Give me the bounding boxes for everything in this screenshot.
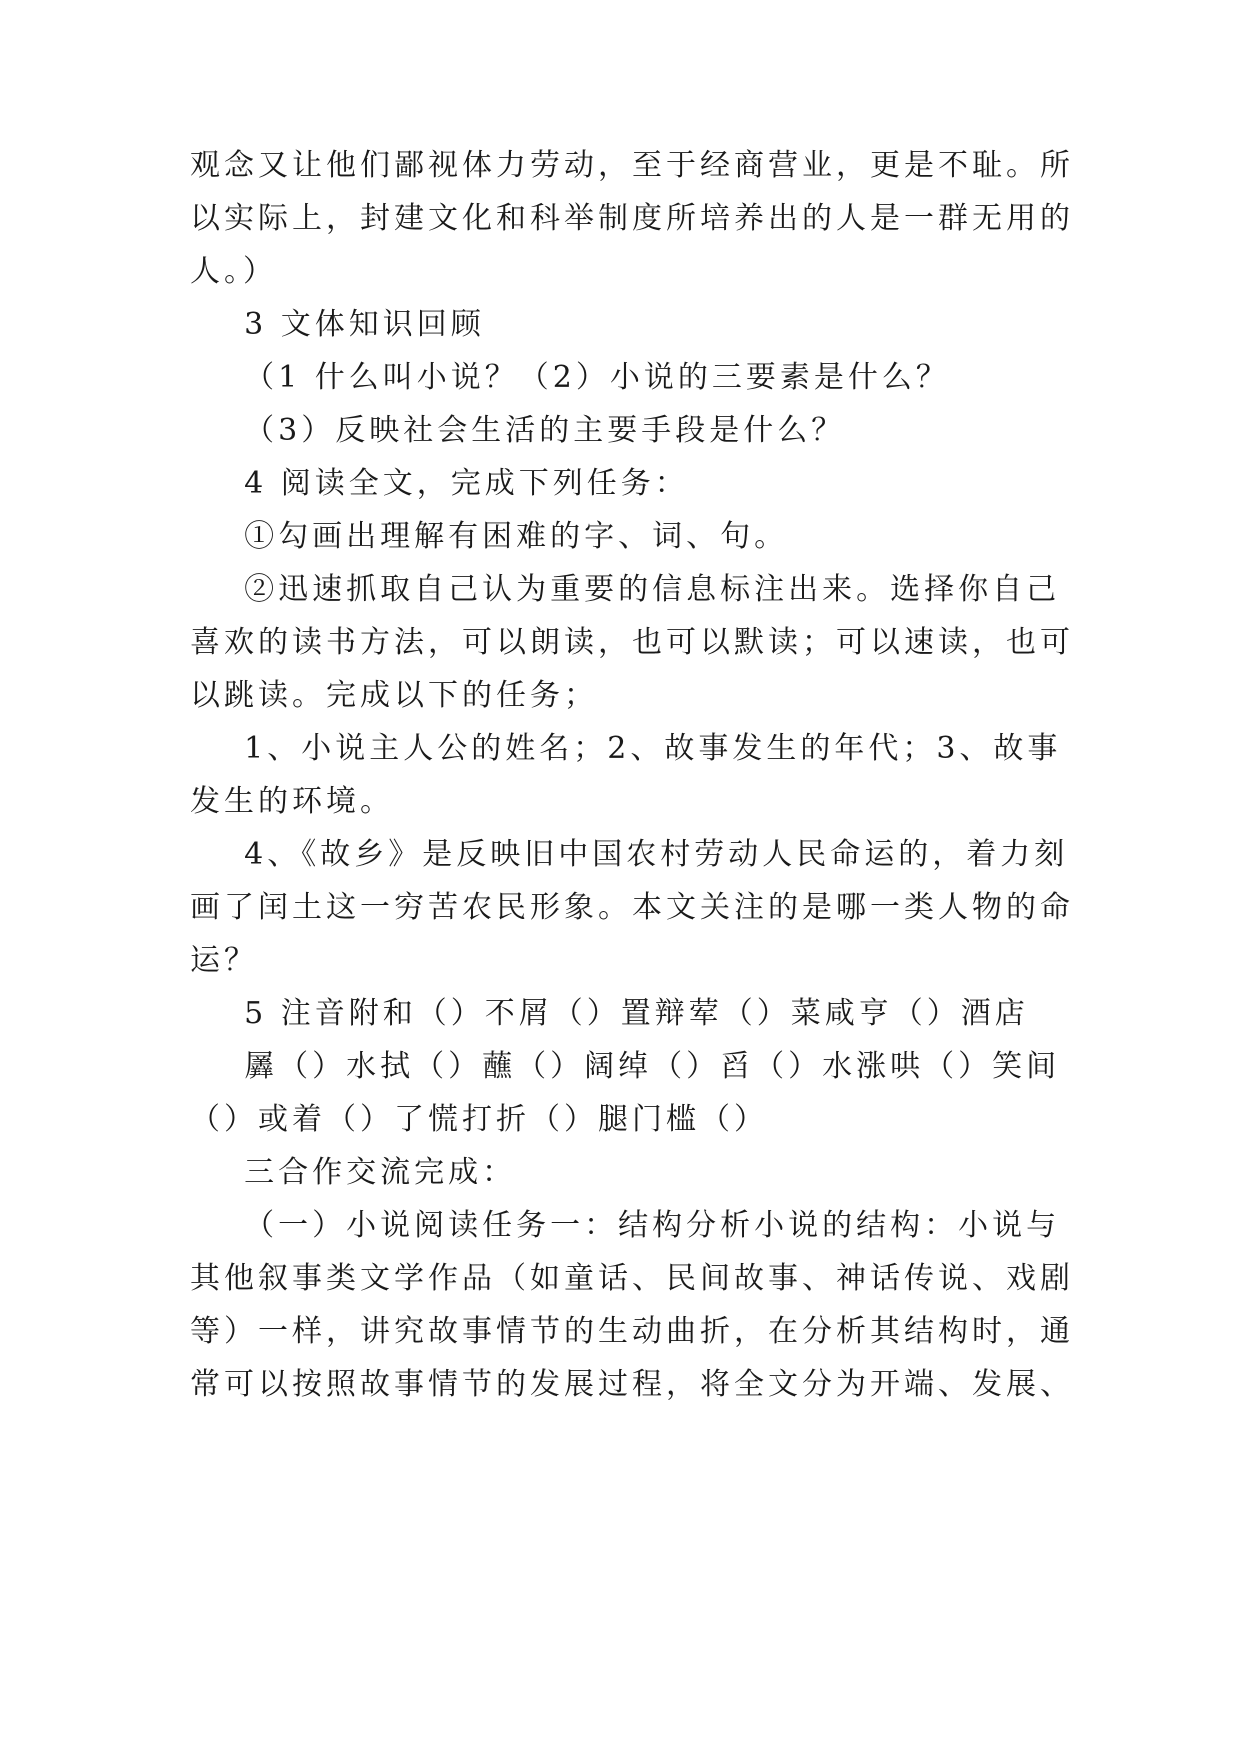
text-line: 喜欢的读书方法，可以朗读，也可以默读；可以速读，也可 [190,625,1074,660]
text-line: 常可以按照故事情节的发展过程，将全文分为开端、发展、 [190,1367,1074,1402]
text-line: 运？ [190,943,258,978]
text-line: （一）小说阅读任务一：结构分析小说的结构：小说与 [190,1208,1061,1243]
text-line: 4 阅读全文，完成下列任务： [190,466,689,501]
text-line: 以跳读。完成以下的任务； [190,678,598,713]
text-line: 画了闰土这一穷苦农民形象。本文关注的是哪一类人物的命 [190,890,1074,925]
text-line: 人。） [190,254,277,289]
text-line: （）或着（）了慌打折（）腿门槛（） [190,1102,768,1137]
text-line: 4、《故乡》是反映旧中国农村劳动人民命运的，着力刻 [190,837,1069,872]
text-line: 羼（）水拭（）蘸（）阔绰（）舀（）水涨哄（）笑间 [190,1049,1061,1084]
text-line: 以实际上，封建文化和科举制度所培养出的人是一群无用的 [190,201,1074,236]
text-line: 发生的环境。 [190,784,394,819]
text-line: ①勾画出理解有困难的字、词、句。 [190,519,789,554]
text-line: 其他叙事类文学作品（如童话、民间故事、神话传说、戏剧 [190,1261,1074,1296]
text-line: 三合作交流完成： [190,1155,517,1190]
text-line: 观念又让他们鄙视体力劳动，至于经商营业，更是不耻。所 [190,148,1074,183]
text-line: ②迅速抓取自己认为重要的信息标注出来。选择你自己 [190,572,1061,607]
text-line: （1 什么叫小说？（2）小说的三要素是什么？ [190,360,950,395]
text-line: 1、小说主人公的姓名；2、故事发生的年代；3、故事 [190,731,1062,766]
text-line: 5 注音附和（）不屑（）置辩荤（）菜咸亨（）酒店 [190,996,1029,1031]
text-line: 3 文体知识回顾 [190,307,485,342]
text-line: （3）反映社会生活的主要手段是什么？ [190,413,846,448]
text-line: 等）一样，讲究故事情节的生动曲折，在分析其结构时，通 [190,1314,1074,1349]
